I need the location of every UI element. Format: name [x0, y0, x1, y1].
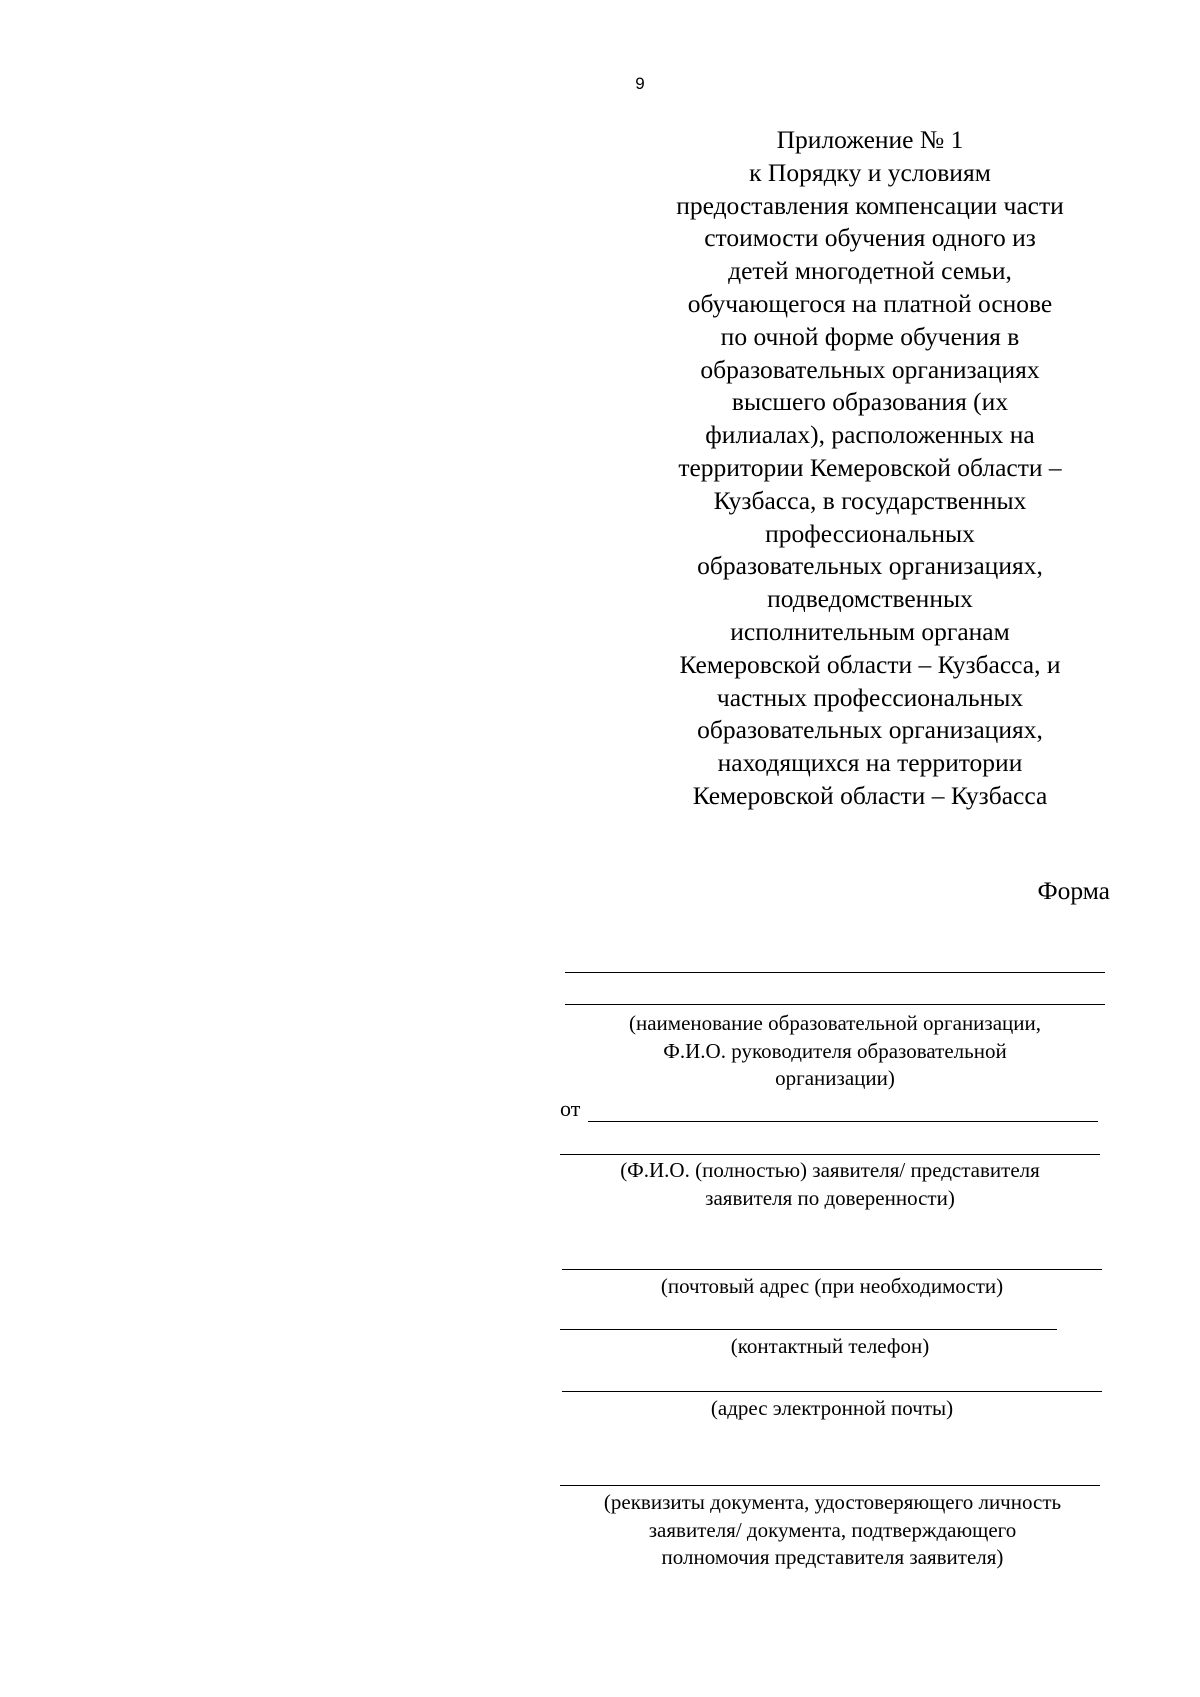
- document-caption: (реквизиты документа, удостоверяющего личность заявителя/ документа, подтверждающего полномочия представителя заявителя): [603, 1490, 1062, 1569]
- appendix-line: профессиональных: [765, 518, 975, 548]
- appendix-line: Кемеровской области – Кузбасса, и: [679, 649, 1061, 679]
- postal-address-line[interactable]: [562, 1269, 1102, 1270]
- appendix-line: высшего образования (их: [731, 387, 1009, 417]
- appendix-line: образовательных организациях,: [697, 715, 1043, 745]
- appendix-line: находящихся на территории: [717, 748, 1023, 778]
- appendix-line: стоимости обучения одного из: [704, 223, 1036, 253]
- from-label: от: [560, 1096, 581, 1121]
- applicant-name-line-1[interactable]: [588, 1121, 1098, 1122]
- organization-name-line-2[interactable]: [565, 1004, 1105, 1005]
- appendix-line: образовательных организациях: [700, 354, 1040, 384]
- applicant-name-line-2[interactable]: [560, 1154, 1100, 1155]
- appendix-line: Приложение № 1: [776, 125, 964, 154]
- appendix-line: к Порядку и условиям: [749, 157, 991, 187]
- phone-line[interactable]: [560, 1329, 1057, 1330]
- appendix-line: филиалах), расположенных на: [705, 420, 1035, 450]
- appendix-line: детей многодетной семьи,: [728, 256, 1012, 286]
- document-line[interactable]: [560, 1485, 1100, 1486]
- appendix-line: частных профессиональных: [716, 682, 1024, 712]
- organization-caption: (наименование образовательной организации, Ф.И.О. руководителя образовательной организации): [628, 1011, 1041, 1090]
- page-number: 9: [635, 74, 645, 93]
- appendix-line: по очной форме обучения в: [720, 321, 1020, 351]
- appendix-line: территории Кемеровской области –: [678, 452, 1062, 482]
- email-line[interactable]: [562, 1391, 1102, 1392]
- postal-caption: (почтовый адрес (при необходимости): [660, 1274, 1004, 1298]
- appendix-line: образовательных организациях,: [697, 551, 1043, 581]
- applicant-caption: (Ф.И.О. (полностью) заявителя/ представителя заявителя по доверенности): [620, 1158, 1040, 1210]
- phone-caption: (контактный телефон): [730, 1334, 930, 1358]
- email-caption: (адрес электронной почты): [710, 1396, 954, 1420]
- appendix-heading: [640, 124, 1100, 813]
- appendix-line: предоставления компенсации части: [676, 190, 1064, 220]
- form-label: Форма: [1037, 876, 1110, 905]
- appendix-line: Кузбасса, в государственных: [713, 485, 1027, 515]
- appendix-line: Кемеровской области – Кузбасса: [692, 780, 1048, 810]
- organization-name-line-1[interactable]: [565, 972, 1105, 973]
- appendix-line: исполнительным органам: [730, 616, 1010, 646]
- appendix-line: подведомственных: [767, 584, 973, 614]
- appendix-line: обучающегося на платной основе: [687, 288, 1053, 318]
